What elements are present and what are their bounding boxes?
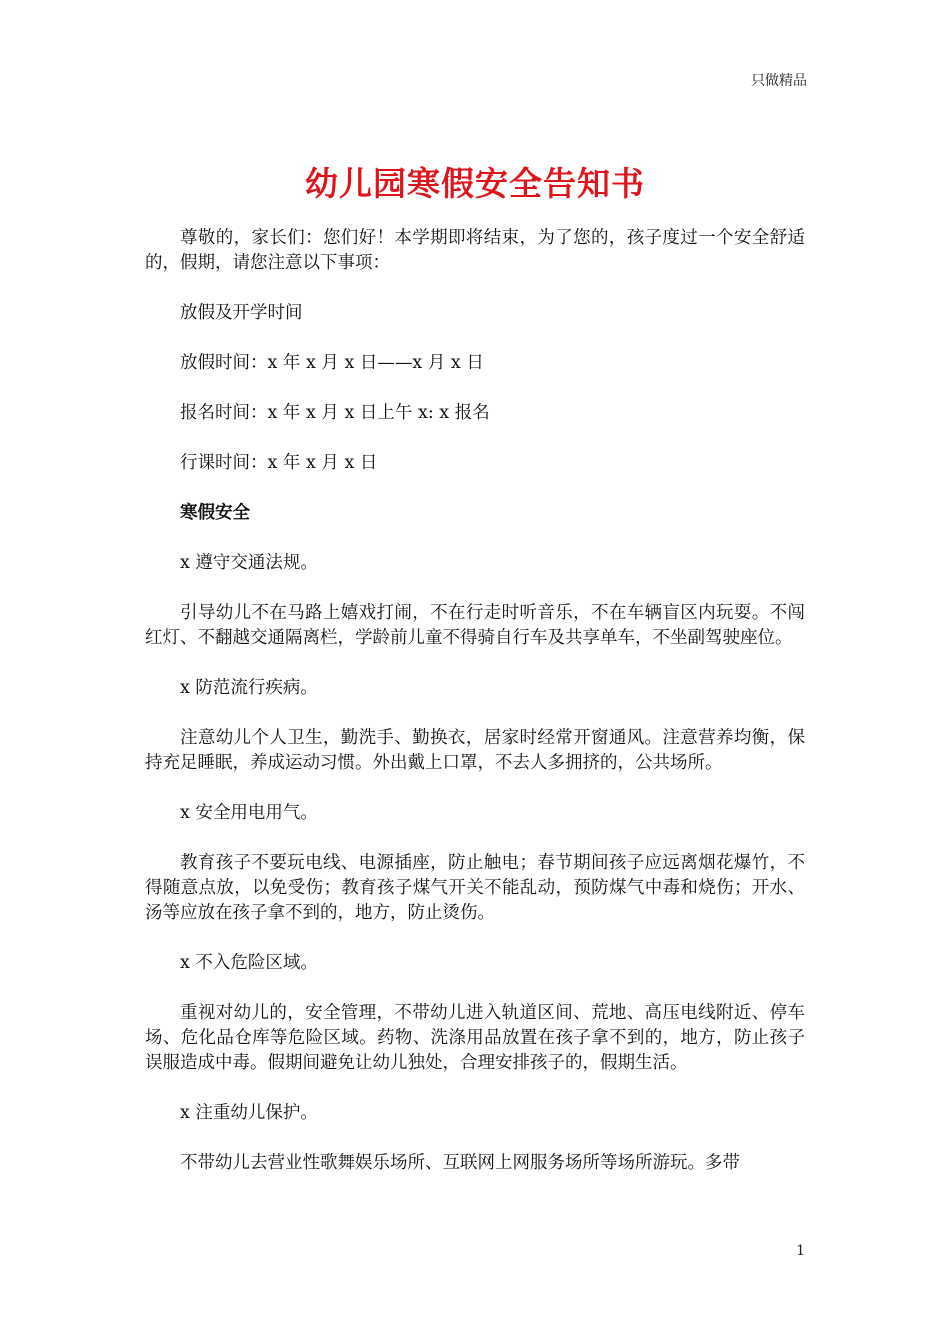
document-title: 幼儿园寒假安全告知书 bbox=[305, 164, 645, 203]
section-heading-traffic: x 遵守交通法规。 bbox=[180, 553, 318, 573]
section-heading-danger: x 不入危险区域。 bbox=[180, 953, 318, 973]
class-time: 行课时间：x 年 x 月 x 日 bbox=[180, 453, 378, 473]
intro-paragraph: 尊敬的，家长们：您们好！本学期即将结束，为了您的，孩子度过一个安全舒适的，假期，请您注意以下事项： bbox=[145, 228, 805, 273]
section-heading-disease: x 防范流行疾病。 bbox=[180, 678, 318, 698]
section-body-protection: 不带幼儿去营业性歌舞娱乐场所、互联网上网服务场所等场所游玩。多带 bbox=[180, 1153, 740, 1173]
holiday-time: 放假时间：x 年 x 月 x 日——x 月 x 日 bbox=[180, 353, 484, 373]
section-heading-protection: x 注重幼儿保护。 bbox=[180, 1103, 318, 1123]
section-body-disease: 注意幼儿个人卫生，勤洗手、勤换衣，居家时经常开窗通风。注意营养均衡，保持充足睡眠，养成运动习惯。外出戴上口罩，不去人多拥挤的，公共场所。 bbox=[145, 728, 805, 773]
safety-heading: 寒假安全 bbox=[180, 503, 250, 523]
section-body-danger: 重视对幼儿的，安全管理，不带幼儿进入轨道区间、荒地、高压电线附近、停车场、危化品仓库等危险区域。药物、洗涤用品放置在孩子拿不到的，地方，防止孩子误服造成中毒。假期间避免让幼儿独处，合理安排孩子的，假期生活。 bbox=[145, 1003, 805, 1073]
page-number: 1 bbox=[796, 1243, 805, 1259]
section-heading-electric: x 安全用电用气。 bbox=[180, 803, 318, 823]
section-body-electric: 教育孩子不要玩电线、电源插座，防止触电；春节期间孩子应远离烟花爆竹，不得随意点放，以免受伤；教育孩子煤气开关不能乱动，预防煤气中毒和烧伤；开水、汤等应放在孩子拿不到的，地方，防止烫伤。 bbox=[145, 853, 805, 923]
section-body-traffic: 引导幼儿不在马路上嬉戏打闹，不在行走时听音乐，不在车辆盲区内玩耍。不闯红灯、不翻越交通隔离栏，学龄前儿童不得骑自行车及共享单车，不坐副驾驶座位。 bbox=[145, 603, 805, 648]
header-note: 只做精品 bbox=[751, 73, 807, 89]
document-body bbox=[145, 226, 805, 1176]
registration-time: 报名时间：x 年 x 月 x 日上午 x: x 报名 bbox=[180, 403, 490, 423]
schedule-heading: 放假及开学时间 bbox=[180, 303, 303, 323]
